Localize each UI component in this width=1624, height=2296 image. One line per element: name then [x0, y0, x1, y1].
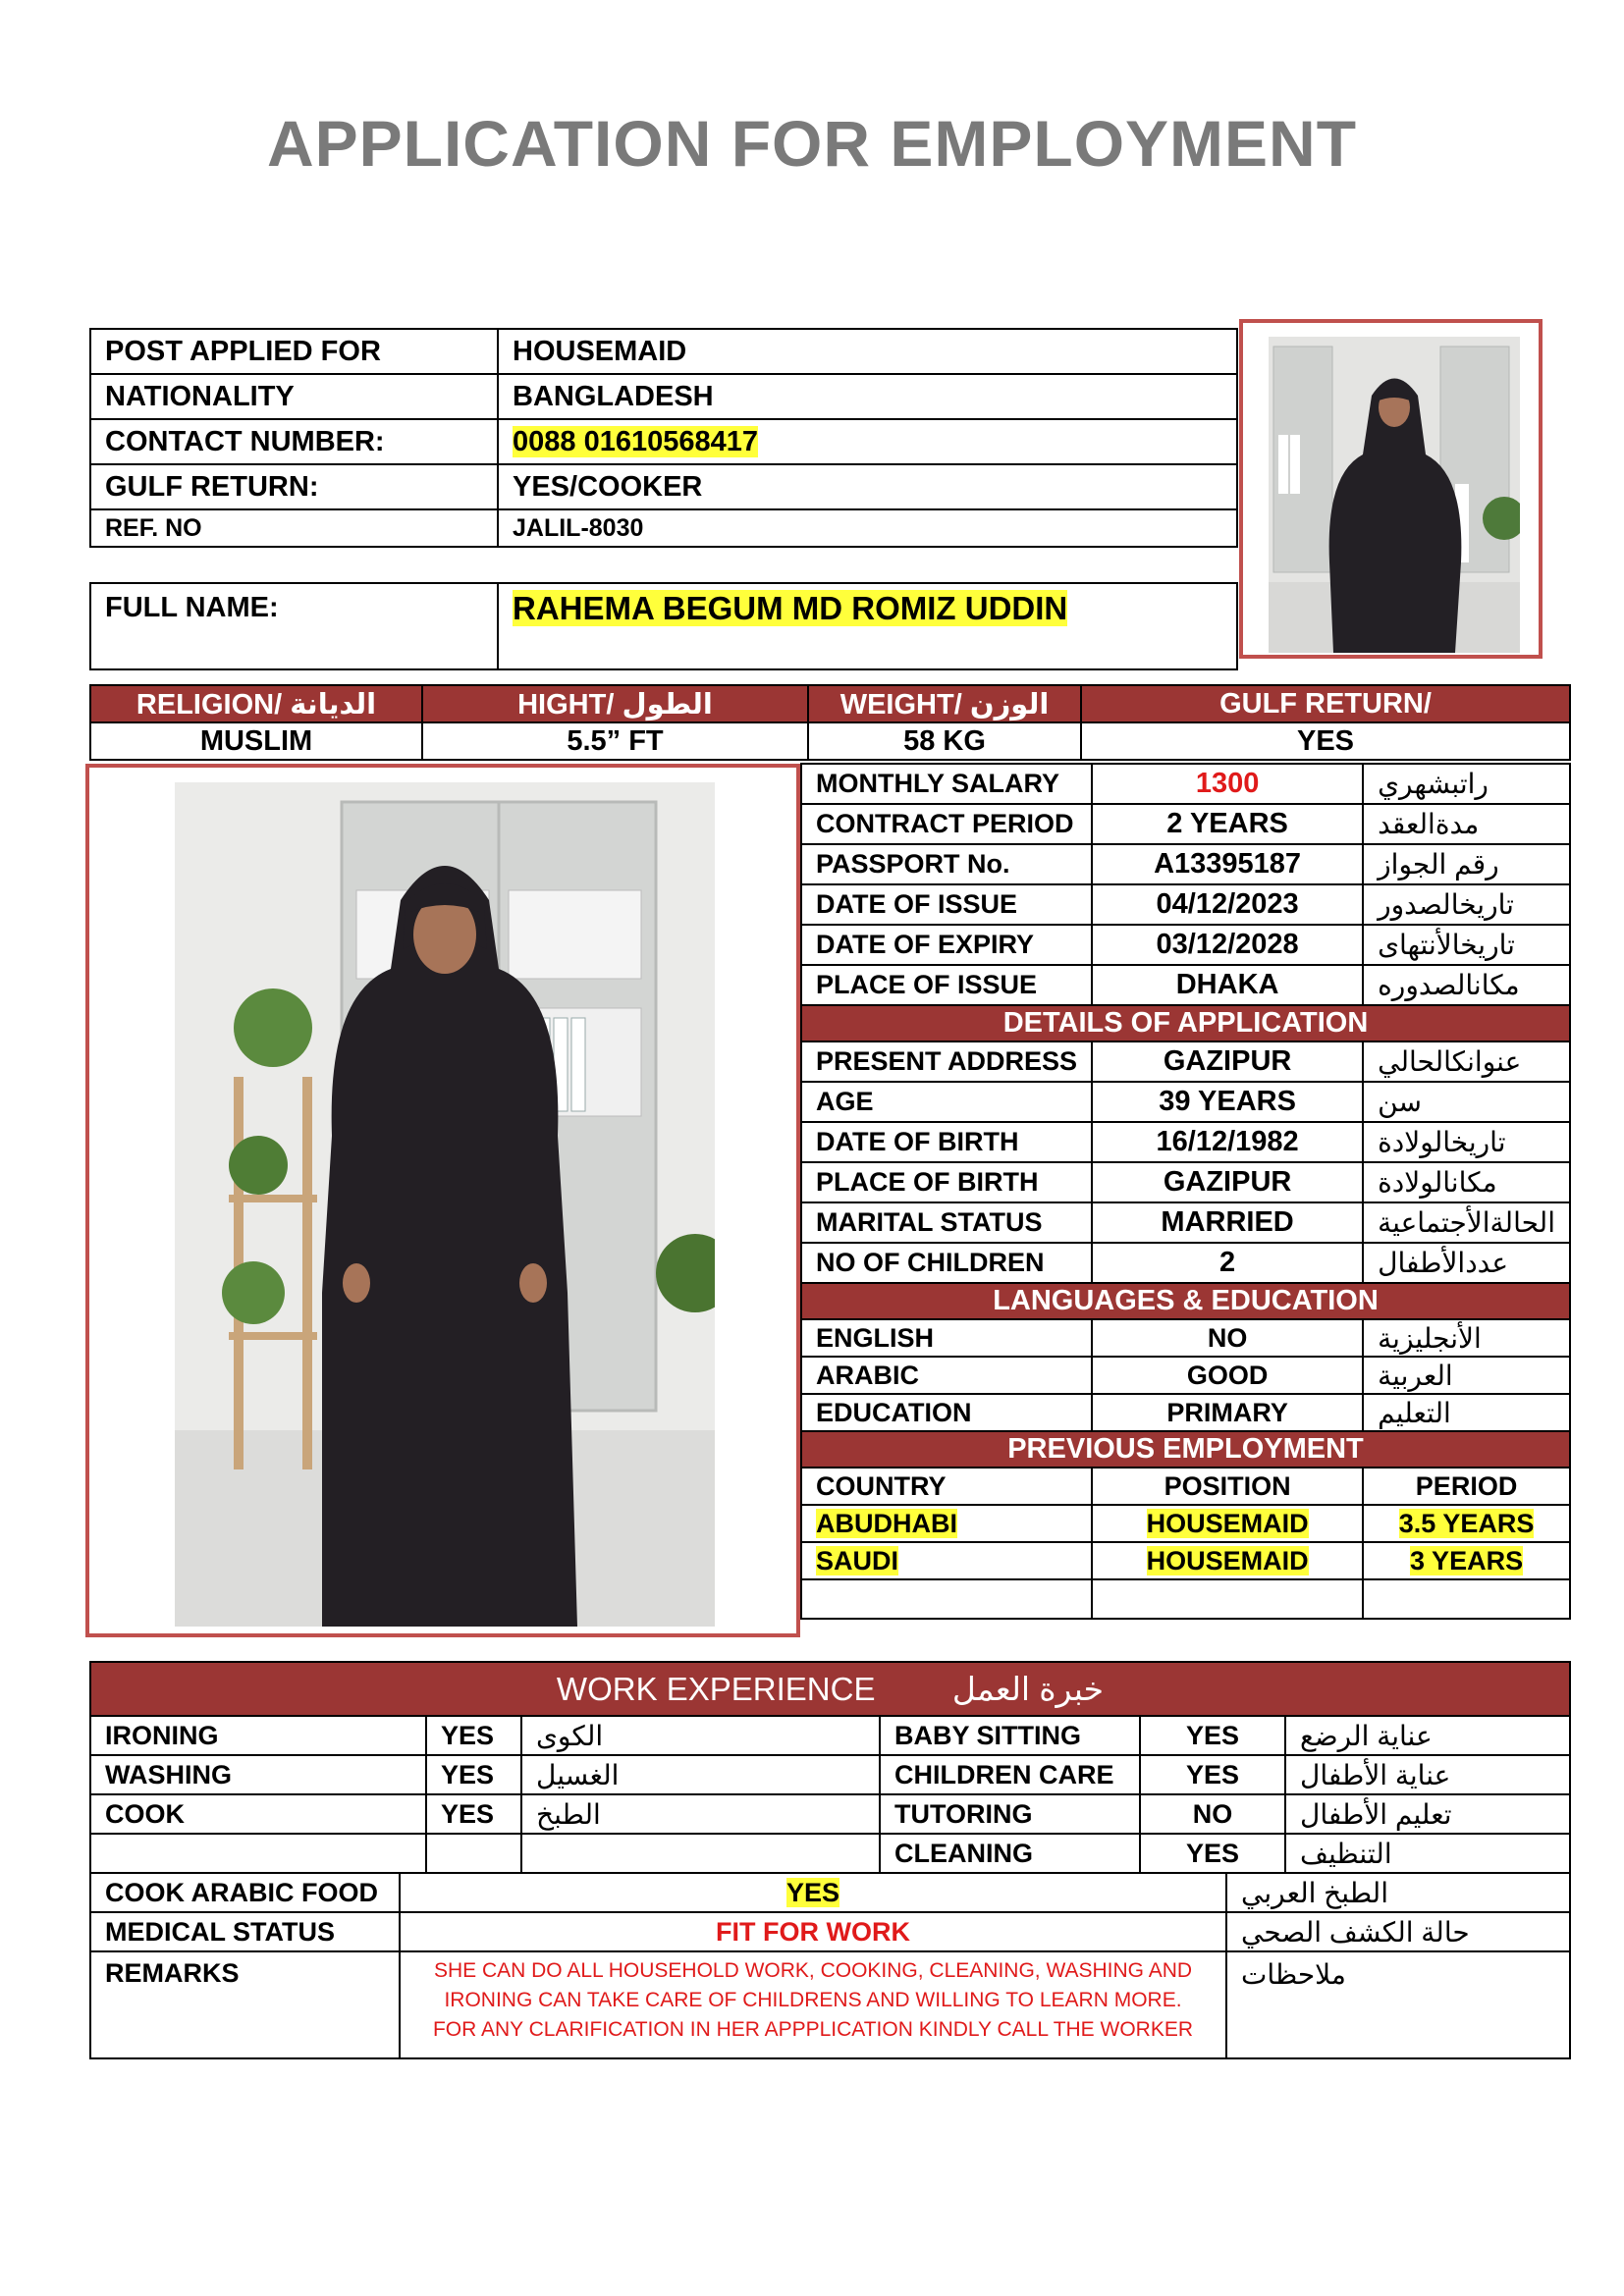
- contract-row: [801, 844, 1570, 884]
- contract-row: [801, 804, 1570, 844]
- info-row: [90, 464, 1237, 509]
- employment-period: [1363, 1542, 1570, 1579]
- language-label: EDUCATION: [801, 1394, 1092, 1431]
- contract-value: 2 YEARS: [1092, 804, 1363, 844]
- work-skill: COOK: [90, 1794, 426, 1834]
- contract-value: 03/12/2028: [1092, 925, 1363, 965]
- full-name-value: [498, 583, 1237, 669]
- contract-arabic: راتبشهري: [1363, 764, 1570, 804]
- employment-row: [801, 1542, 1570, 1579]
- details-value: 39 YEARS: [1092, 1082, 1363, 1122]
- work-skill-2: BABY SITTING: [880, 1716, 1140, 1755]
- applicant-photo-small-image: [1269, 337, 1520, 653]
- remarks-arabic: ملاحظات: [1226, 1951, 1570, 2058]
- employment-empty-row: [801, 1579, 1570, 1619]
- language-arabic: العربية: [1363, 1357, 1570, 1394]
- contract-value: DHAKA: [1092, 965, 1363, 1005]
- work-arabic: الغسيل: [521, 1755, 880, 1794]
- contract-arabic: مدةالعقد: [1363, 804, 1570, 844]
- work-answer-2: YES: [1140, 1755, 1285, 1794]
- work-arabic-2: التنظيف: [1285, 1834, 1570, 1873]
- details-row: [801, 1082, 1570, 1122]
- cook-arabic-row: [90, 1873, 1570, 1912]
- work-row: [90, 1755, 1570, 1794]
- work-header: [90, 1662, 1570, 1716]
- empty-cell: [801, 1579, 1092, 1619]
- work-skill: WASHING: [90, 1755, 426, 1794]
- position-text: HOUSEMAID: [1146, 1508, 1309, 1538]
- height-value: 5.5” FT: [422, 722, 808, 760]
- small-photo-frame: [1239, 319, 1543, 659]
- language-arabic: التعليم: [1363, 1394, 1570, 1431]
- details-arabic: عنوانكالحالي: [1363, 1041, 1570, 1082]
- info-row: [90, 329, 1237, 374]
- page-title: APPLICATION FOR EMPLOYMENT: [266, 107, 1358, 180]
- work-header-arabic: خبرة العمل: [951, 1671, 1105, 1707]
- contract-arabic: رقم الجواز: [1363, 844, 1570, 884]
- work-answer: YES: [426, 1794, 521, 1834]
- info-row: [90, 419, 1237, 464]
- work-header-english: WORK EXPERIENCE: [556, 1671, 876, 1707]
- empty-cell: [1092, 1579, 1363, 1619]
- contract-row: [801, 764, 1570, 804]
- work-arabic-2: عناية الأطفال: [1285, 1755, 1570, 1794]
- work-answer-2: YES: [1140, 1716, 1285, 1755]
- info-value: [498, 509, 1237, 547]
- language-row: [801, 1394, 1570, 1431]
- info-label: NATIONALITY: [90, 374, 498, 419]
- contract-arabic: تاريخالصدور: [1363, 884, 1570, 925]
- work-answer-2: NO: [1140, 1794, 1285, 1834]
- info-row: [90, 509, 1237, 547]
- medical-row: [90, 1912, 1570, 1951]
- employment-period: [1363, 1505, 1570, 1542]
- languages-header: LANGUAGES & EDUCATION: [801, 1283, 1570, 1319]
- religion-value: MUSLIM: [90, 722, 422, 760]
- details-row: [801, 1162, 1570, 1202]
- work-skill: [90, 1834, 426, 1873]
- contract-label: MONTHLY SALARY: [801, 764, 1092, 804]
- work-row: [90, 1834, 1570, 1873]
- weight-header: WEIGHT/ الوزن: [808, 685, 1081, 722]
- language-row: [801, 1319, 1570, 1357]
- large-photo-frame: [85, 764, 800, 1637]
- work-answer: YES: [426, 1755, 521, 1794]
- contract-value: A13395187: [1092, 844, 1363, 884]
- gulf-return-header: GULF RETURN/: [1081, 685, 1570, 722]
- medical-arabic: حالة الكشف الصحي: [1226, 1912, 1570, 1951]
- period-column: PERIOD: [1363, 1468, 1570, 1505]
- contract-label: DATE OF EXPIRY: [801, 925, 1092, 965]
- work-skill-2: CHILDREN CARE: [880, 1755, 1140, 1794]
- details-table: [800, 763, 1571, 1620]
- work-arabic: الكوى: [521, 1716, 880, 1755]
- details-value: MARRIED: [1092, 1202, 1363, 1243]
- details-label: MARITAL STATUS: [801, 1202, 1092, 1243]
- contract-value: 04/12/2023: [1092, 884, 1363, 925]
- details-row: [801, 1041, 1570, 1082]
- info-value-text: BANGLADESH: [513, 380, 714, 412]
- full-name-table: [89, 582, 1238, 670]
- work-skill: IRONING: [90, 1716, 426, 1755]
- details-header-row: [801, 1005, 1570, 1041]
- remarks-value: SHE CAN DO ALL HOUSEHOLD WORK, COOKING, CLEANING, WASHING AND IRONING CAN TAKE CARE OF CHILDRENS AND WILLING TO LEARN MORE. FOR ANY CLARIFICATION IN HER APPPLICATION KINDLY CALL THE WORKER: [400, 1951, 1226, 2058]
- full-name-label: FULL NAME:: [90, 583, 498, 669]
- work-arabic: [521, 1834, 880, 1873]
- top-info-table: [89, 328, 1238, 548]
- summary-table: [89, 1872, 1571, 2059]
- details-value: GAZIPUR: [1092, 1162, 1363, 1202]
- physical-value-row: [90, 722, 1570, 760]
- contract-arabic: تاريخالأنتهاى: [1363, 925, 1570, 965]
- cook-arabic-label: COOK ARABIC FOOD: [90, 1873, 400, 1912]
- height-header: HIGHT/ الطول: [422, 685, 808, 722]
- position-text: HOUSEMAID: [1146, 1545, 1309, 1575]
- language-label: ENGLISH: [801, 1319, 1092, 1357]
- work-answer-2: YES: [1140, 1834, 1285, 1873]
- contract-row: [801, 884, 1570, 925]
- contact-number: 0088 01610568417: [513, 425, 758, 457]
- info-label: GULF RETURN:: [90, 464, 498, 509]
- medical-label: MEDICAL STATUS: [90, 1912, 400, 1951]
- details-label: DATE OF BIRTH: [801, 1122, 1092, 1162]
- info-row: [90, 374, 1237, 419]
- ref-number: JALIL-8030: [513, 513, 644, 542]
- country-text: ABUDHABI: [816, 1508, 957, 1538]
- work-row: [90, 1794, 1570, 1834]
- cook-arabic-value: [400, 1873, 1226, 1912]
- details-label: PLACE OF BIRTH: [801, 1162, 1092, 1202]
- languages-header-row: [801, 1283, 1570, 1319]
- work-answer: [426, 1834, 521, 1873]
- contract-label: CONTRACT PERIOD: [801, 804, 1092, 844]
- details-arabic: مكانالولادة: [1363, 1162, 1570, 1202]
- language-value: GOOD: [1092, 1357, 1363, 1394]
- empty-cell: [1363, 1579, 1570, 1619]
- info-value: [498, 464, 1237, 509]
- details-header: DETAILS OF APPLICATION: [801, 1005, 1570, 1041]
- applicant-photo-large-image: [175, 782, 715, 1627]
- gulf-return-value: YES: [1081, 722, 1570, 760]
- work-arabic: الطبخ: [521, 1794, 880, 1834]
- employment-position: [1092, 1505, 1363, 1542]
- employment-position: [1092, 1542, 1363, 1579]
- period-text: 3 YEARS: [1410, 1545, 1524, 1575]
- applicant-photo-large: [175, 782, 715, 1627]
- remarks-label: REMARKS: [90, 1951, 400, 2058]
- religion-header: RELIGION/ الديانة: [90, 685, 422, 722]
- details-label: PRESENT ADDRESS: [801, 1041, 1092, 1082]
- physical-header-row: [90, 685, 1570, 722]
- period-text: 3.5 YEARS: [1398, 1508, 1535, 1538]
- contract-label: PLACE OF ISSUE: [801, 965, 1092, 1005]
- details-arabic: عددالأطفال: [1363, 1243, 1570, 1283]
- contract-label: PASSPORT No.: [801, 844, 1092, 884]
- work-answer: YES: [426, 1716, 521, 1755]
- cook-arabic-text: YES: [785, 1877, 840, 1907]
- medical-value: FIT FOR WORK: [400, 1912, 1226, 1951]
- language-value: NO: [1092, 1319, 1363, 1357]
- work-arabic-2: تعليم الأطفال: [1285, 1794, 1570, 1834]
- details-arabic: سن: [1363, 1082, 1570, 1122]
- contract-row: [801, 965, 1570, 1005]
- work-header-row: [90, 1662, 1570, 1716]
- work-row: [90, 1716, 1570, 1755]
- details-arabic: الحالةالأجتماعية: [1363, 1202, 1570, 1243]
- info-value: [498, 419, 1237, 464]
- weight-value: 58 KG: [808, 722, 1081, 760]
- info-value-text: HOUSEMAID: [513, 335, 687, 367]
- details-label: AGE: [801, 1082, 1092, 1122]
- details-value: 2: [1092, 1243, 1363, 1283]
- work-skill-2: TUTORING: [880, 1794, 1140, 1834]
- contract-row: [801, 925, 1570, 965]
- details-value: 16/12/1982: [1092, 1122, 1363, 1162]
- employment-columns-row: [801, 1468, 1570, 1505]
- employment-header-row: [801, 1431, 1570, 1468]
- employment-country: [801, 1542, 1092, 1579]
- info-label: REF. NO: [90, 509, 498, 547]
- details-row: [801, 1243, 1570, 1283]
- work-experience-table: [89, 1661, 1571, 1874]
- full-name-text: RAHEMA BEGUM MD ROMIZ UDDIN: [513, 590, 1068, 626]
- contract-label: DATE OF ISSUE: [801, 884, 1092, 925]
- details-value: GAZIPUR: [1092, 1041, 1363, 1082]
- remarks-row: [90, 1951, 1570, 2058]
- info-value-text: YES/COOKER: [513, 470, 703, 503]
- details-row: [801, 1202, 1570, 1243]
- info-value: [498, 374, 1237, 419]
- cook-arabic-arabic: الطبخ العربي: [1226, 1873, 1570, 1912]
- details-label: NO OF CHILDREN: [801, 1243, 1092, 1283]
- country-column: COUNTRY: [801, 1468, 1092, 1505]
- work-arabic-2: عناية الرضع: [1285, 1716, 1570, 1755]
- employment-country: [801, 1505, 1092, 1542]
- contract-arabic: مكانالصدوره: [1363, 965, 1570, 1005]
- language-value: PRIMARY: [1092, 1394, 1363, 1431]
- employment-header: PREVIOUS EMPLOYMENT: [801, 1431, 1570, 1468]
- salary-value: 1300: [1092, 764, 1363, 804]
- info-label: POST APPLIED FOR: [90, 329, 498, 374]
- language-arabic: الأنجليزية: [1363, 1319, 1570, 1357]
- language-label: ARABIC: [801, 1357, 1092, 1394]
- work-skill-2: CLEANING: [880, 1834, 1140, 1873]
- employment-row: [801, 1505, 1570, 1542]
- country-text: SAUDI: [816, 1545, 899, 1575]
- language-row: [801, 1357, 1570, 1394]
- details-arabic: تاريخالولادة: [1363, 1122, 1570, 1162]
- applicant-photo-small: [1269, 337, 1520, 653]
- info-label: CONTACT NUMBER:: [90, 419, 498, 464]
- details-row: [801, 1122, 1570, 1162]
- position-column: POSITION: [1092, 1468, 1363, 1505]
- physical-table: [89, 684, 1571, 761]
- info-value: [498, 329, 1237, 374]
